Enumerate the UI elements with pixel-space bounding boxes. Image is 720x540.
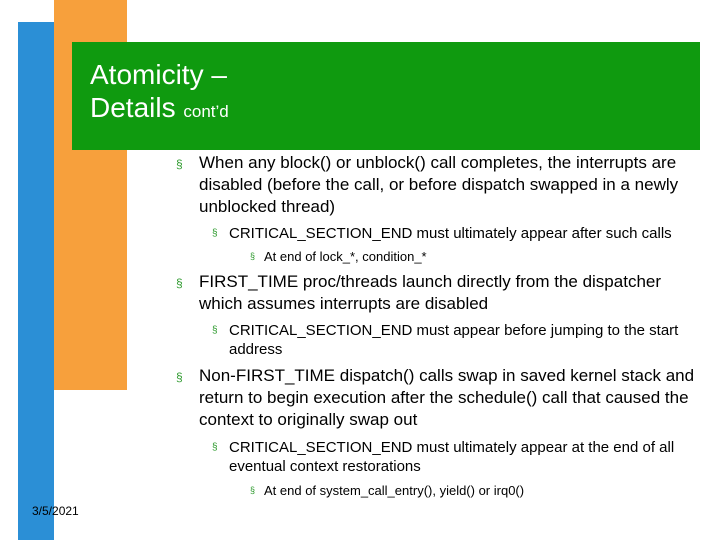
- bullet-item: [172, 482, 702, 499]
- bullet-text: Non-FIRST_TIME dispatch() calls swap in saved kernel stack and return to begin execution after the schedule() call that caused the context to originally swap out: [199, 366, 695, 429]
- title-suffix: cont’d: [183, 102, 229, 121]
- bullet-text: At end of system_call_entry(), yield() or irq0(): [264, 483, 525, 498]
- bullet-icon: §: [250, 251, 256, 261]
- decorative-blue-bar: [18, 22, 54, 540]
- title-line-2: Details: [90, 92, 176, 123]
- bullet-icon: §: [176, 370, 183, 384]
- bullet-item: [172, 224, 702, 243]
- bullet-item: [172, 248, 702, 265]
- bullet-icon: §: [250, 485, 256, 495]
- bullet-text: FIRST_TIME proc/threads launch directly from the dispatcher which assumes interrupts are disabled: [199, 272, 662, 313]
- bullet-item: [172, 271, 702, 315]
- bullet-text: CRITICAL_SECTION_END must appear before jumping to the start address: [229, 322, 679, 358]
- bullet-text: When any block() or unblock() call completes, the interrupts are disabled (before the call, or before dispatch swapped in a newly unblocked thread): [199, 153, 679, 216]
- bullet-item: [172, 152, 702, 218]
- bullet-item: [172, 365, 702, 431]
- bullet-icon: §: [176, 157, 183, 171]
- bullet-item: [172, 321, 702, 359]
- bullet-text: CRITICAL_SECTION_END must ultimately appear after such calls: [229, 225, 672, 242]
- slide-date: 3/5/2021: [32, 504, 79, 518]
- bullet-icon: §: [176, 276, 183, 290]
- title-line-1: Atomicity –: [90, 59, 227, 90]
- bullet-text: At end of lock_*, condition_*: [264, 249, 427, 264]
- bullet-item: [172, 438, 702, 476]
- slide-title: [90, 58, 229, 128]
- bullet-icon: §: [212, 228, 218, 239]
- slide-body: [172, 152, 702, 499]
- bullet-icon: §: [212, 325, 218, 336]
- title-banner: [72, 42, 700, 150]
- bullet-icon: §: [212, 442, 218, 453]
- bullet-text: CRITICAL_SECTION_END must ultimately appear at the end of all eventual context restorations: [229, 439, 675, 475]
